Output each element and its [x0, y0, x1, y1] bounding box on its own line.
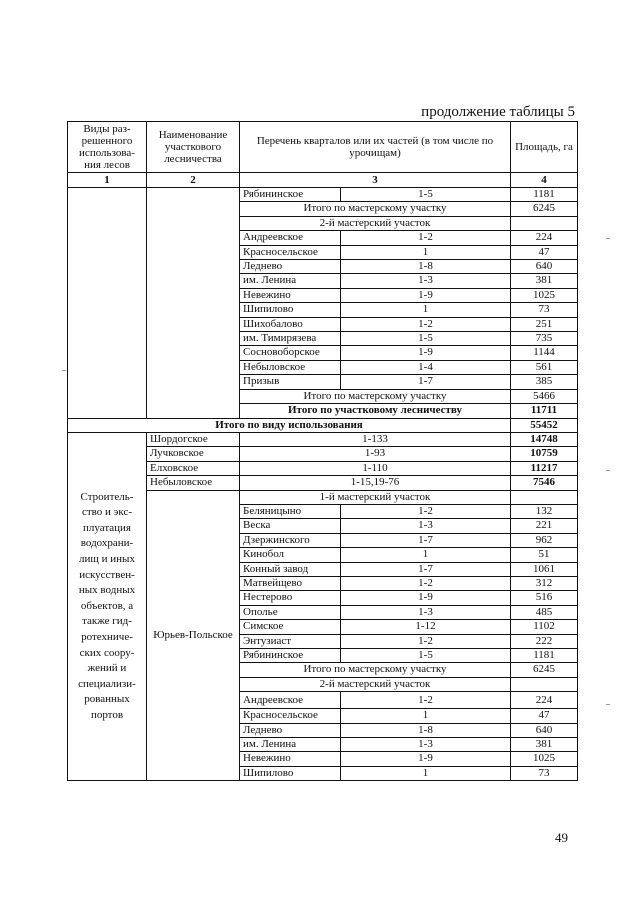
- tract-name: Симское: [240, 620, 341, 634]
- forestry-name: Небыловское: [147, 476, 240, 490]
- area-cell: 7546: [511, 476, 578, 490]
- quarters-cell: 1-7: [341, 533, 511, 547]
- quarters-cell: 1-2: [341, 231, 511, 245]
- grand-total-row: [68, 418, 578, 432]
- section-title: 1-й мастерский участок: [240, 490, 511, 504]
- tract-name: Рябининское: [240, 649, 341, 663]
- margin-mark: [62, 370, 66, 371]
- area-cell: 640: [511, 723, 578, 737]
- quarters-cell: 1-8: [341, 260, 511, 274]
- area-cell: [511, 490, 578, 504]
- subtotal-area: 5466: [511, 389, 578, 403]
- quarters-cell: 1-15,19-76: [240, 476, 511, 490]
- tract-name: Конный завод: [240, 562, 341, 576]
- page-number: 49: [555, 830, 568, 845]
- quarters-cell: 1-5: [341, 332, 511, 346]
- subtotal-label: Итого по мастерскому участку: [240, 389, 511, 403]
- area-cell: 51: [511, 548, 578, 562]
- tract-name: Дзержинского: [240, 533, 341, 547]
- tract-name: Леднево: [240, 260, 341, 274]
- area-cell: 11217: [511, 461, 578, 475]
- area-cell: 132: [511, 504, 578, 518]
- tract-name: Матвейщево: [240, 576, 341, 590]
- area-cell: 224: [511, 231, 578, 245]
- area-cell: 561: [511, 360, 578, 374]
- table-row: [68, 188, 578, 202]
- quarters-cell: 1-7: [341, 562, 511, 576]
- tract-name: Красносельское: [240, 709, 341, 723]
- header-forestry: Наименование участкового лесничества: [147, 122, 240, 173]
- quarters-cell: 1-3: [341, 738, 511, 752]
- tract-name: Шихобалово: [240, 317, 341, 331]
- quarters-cell: 1-110: [240, 461, 511, 475]
- forest-use-table: [67, 121, 578, 781]
- tract-name: Андреевское: [240, 692, 341, 709]
- quarters-cell: 1-3: [341, 274, 511, 288]
- area-cell: 47: [511, 709, 578, 723]
- quarters-cell: 1-2: [341, 576, 511, 590]
- area-cell: 73: [511, 766, 578, 780]
- margin-mark: [606, 238, 610, 239]
- tract-name: им. Тимирязева: [240, 332, 341, 346]
- quarters-cell: 1-9: [341, 591, 511, 605]
- tract-name: Веска: [240, 519, 341, 533]
- tract-name: Энтузиаст: [240, 634, 341, 648]
- tract-name: Леднево: [240, 723, 341, 737]
- grand-total-area: 55452: [511, 418, 578, 432]
- col-number: 3: [240, 173, 511, 188]
- quarters-cell: 1: [341, 245, 511, 259]
- area-cell: 251: [511, 317, 578, 331]
- area-cell: [511, 216, 578, 230]
- tract-name: Беляницыно: [240, 504, 341, 518]
- tract-name: им. Ленина: [240, 738, 341, 752]
- area-cell: 224: [511, 692, 578, 709]
- area-cell: 312: [511, 576, 578, 590]
- quarters-cell: 1-4: [341, 360, 511, 374]
- area-cell: 14748: [511, 432, 578, 446]
- area-cell: 381: [511, 738, 578, 752]
- tract-name: Невежино: [240, 752, 341, 766]
- forestry-name: Елховское: [147, 461, 240, 475]
- area-cell: 221: [511, 519, 578, 533]
- tract-name: Невежино: [240, 288, 341, 302]
- quarters-cell: 1: [341, 709, 511, 723]
- quarters-cell: 1-3: [341, 605, 511, 619]
- tract-name: Призыв: [240, 375, 341, 389]
- quarters-cell: 1-5: [341, 649, 511, 663]
- column-number-row: [68, 173, 578, 188]
- area-cell: 485: [511, 605, 578, 619]
- tract-name: Шипилово: [240, 303, 341, 317]
- subtotal-label: Итого по мастерскому участку: [240, 663, 511, 677]
- area-cell: 73: [511, 303, 578, 317]
- forestry-name: Лучковское: [147, 447, 240, 461]
- col-number: 2: [147, 173, 240, 188]
- area-cell: 1025: [511, 752, 578, 766]
- area-cell: 381: [511, 274, 578, 288]
- header-quarters: Перечень кварталов или их частей (в том числе по урочищам): [240, 122, 511, 173]
- subtotal-area: 6245: [511, 663, 578, 677]
- subtotal-label: Итого по участковому лесничеству: [240, 404, 511, 418]
- quarters-cell: 1-9: [341, 288, 511, 302]
- area-cell: [511, 677, 578, 691]
- use-type-cell: [68, 188, 147, 419]
- area-cell: 735: [511, 332, 578, 346]
- quarters-cell: 1-2: [341, 692, 511, 709]
- tract-name: им. Ленина: [240, 274, 341, 288]
- tract-name: Сосновоборское: [240, 346, 341, 360]
- forestry-name: Шордогское: [147, 432, 240, 446]
- subtotal-area: 6245: [511, 202, 578, 216]
- quarters-cell: 1: [341, 766, 511, 780]
- section-title: 2-й мастерский участок: [240, 677, 511, 691]
- header-row: [68, 122, 578, 173]
- area-cell: 640: [511, 260, 578, 274]
- table-row: [68, 432, 578, 446]
- tract-name: Ополье: [240, 605, 341, 619]
- quarters-cell: 1-2: [341, 634, 511, 648]
- quarters-cell: 1-12: [341, 620, 511, 634]
- quarters-cell: 1-7: [341, 375, 511, 389]
- tract-name: Андреевское: [240, 231, 341, 245]
- col-number: 4: [511, 173, 578, 188]
- area-cell: 1181: [511, 649, 578, 663]
- tract-name: Шипилово: [240, 766, 341, 780]
- margin-mark: [606, 704, 610, 705]
- quarters-cell: 1-3: [341, 519, 511, 533]
- area-cell: 962: [511, 533, 578, 547]
- header-use-type: Виды раз-решенного использова-ния лесов: [68, 122, 147, 173]
- quarters-cell: 1-5: [341, 188, 511, 202]
- col-number: 1: [68, 173, 147, 188]
- forestry-cell: [147, 188, 240, 419]
- area-cell: 1102: [511, 620, 578, 634]
- quarters-cell: 1-93: [240, 447, 511, 461]
- quarters-cell: 1: [341, 303, 511, 317]
- tract-name: Рябининское: [240, 188, 341, 202]
- tract-name: Красносельское: [240, 245, 341, 259]
- quarters-cell: 1-9: [341, 752, 511, 766]
- quarters-cell: 1-9: [341, 346, 511, 360]
- table-caption: продолжение таблицы 5: [421, 104, 575, 120]
- subtotal-area: 11711: [511, 404, 578, 418]
- area-cell: 1181: [511, 188, 578, 202]
- quarters-cell: 1-8: [341, 723, 511, 737]
- area-cell: 10759: [511, 447, 578, 461]
- margin-mark: [606, 470, 610, 471]
- area-cell: 516: [511, 591, 578, 605]
- area-cell: 385: [511, 375, 578, 389]
- quarters-cell: 1-2: [341, 504, 511, 518]
- tract-name: Кинобол: [240, 548, 341, 562]
- use-type-cell: Строитель-ство и экс-плуатация водохрани-лищ и иных искусствен-ных водных объектов, а также гид-ротехниче-ских соору-жений и специализи-рованных портов: [68, 432, 147, 780]
- area-cell: 1061: [511, 562, 578, 576]
- grand-total-label: Итого по виду использования: [68, 418, 511, 432]
- subtotal-label: Итого по мастерскому участку: [240, 202, 511, 216]
- tract-name: Нестерово: [240, 591, 341, 605]
- header-area: Площадь, га: [511, 122, 578, 173]
- quarters-cell: 1-2: [341, 317, 511, 331]
- forestry-name: Юрьев-Польское: [147, 490, 240, 781]
- area-cell: 1025: [511, 288, 578, 302]
- quarters-cell: 1: [341, 548, 511, 562]
- area-cell: 47: [511, 245, 578, 259]
- section-title: 2-й мастерский участок: [240, 216, 511, 230]
- tract-name: Небыловское: [240, 360, 341, 374]
- area-cell: 1144: [511, 346, 578, 360]
- area-cell: 222: [511, 634, 578, 648]
- quarters-cell: 1-133: [240, 432, 511, 446]
